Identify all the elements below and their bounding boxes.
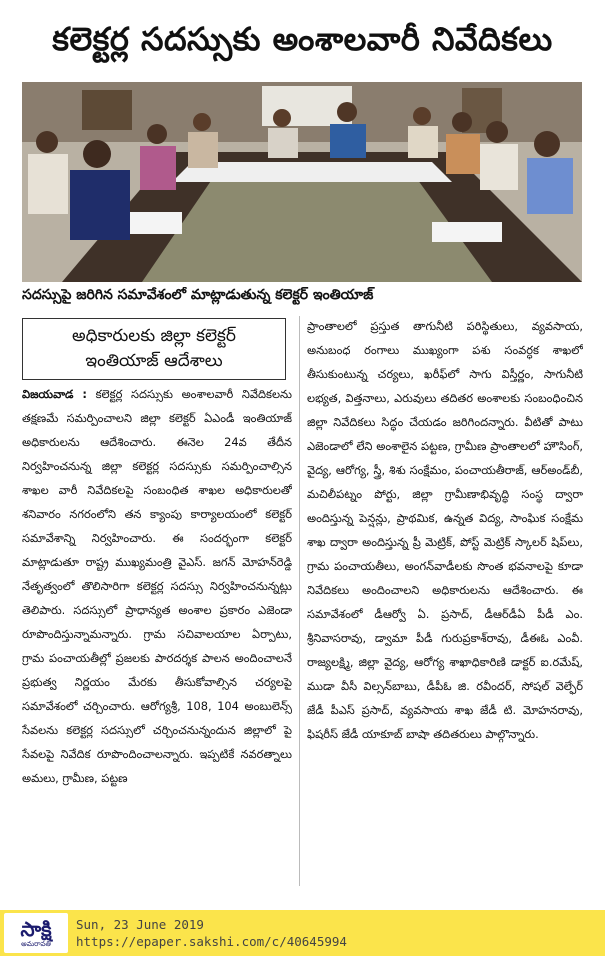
subheadline-box: [22, 318, 286, 380]
article-paragraph: [22, 382, 292, 790]
article-column-left: [22, 382, 292, 902]
logo-text: సాక్షి: [20, 916, 52, 941]
meeting-photo-illustration: [22, 82, 582, 282]
footer-bar: [0, 910, 605, 956]
article-column-right: [307, 314, 583, 902]
dateline: విజయవాడ :: [22, 387, 87, 401]
meeting-photo: [22, 82, 582, 282]
column-divider: [299, 316, 300, 886]
subheadline-line-1: అధికారులకు జిల్లా కలెక్టర్‌: [71, 326, 237, 346]
sakshi-logo[interactable]: [4, 913, 68, 953]
publish-date: Sun, 23 June 2019: [76, 917, 204, 932]
footer-info: [76, 916, 347, 950]
headline: కలెక్టర్ల సదస్సుకు అంశాలవారీ నివేదికలు: [52, 20, 553, 58]
epaper-url-link[interactable]: https://epaper.sakshi.com/c/40645994: [76, 934, 347, 949]
article-text-left: కలెక్టర్ల సదస్సుకు అంశాలవారీ నివేదికలను తక్షణమే సమర్పించాలని జిల్లా కలెక్టర్‌ ఏఎండీ ఇంతియాజ్‌ అధికారులను ఆదేశించారు. ఈనెల 24వ తేదీన నిర్వహించనున్న జిల్లా కలెక్టర్ల సదస్సుకు సమర్పించాల్సిన శాఖల వారీ నివేదికలపై సంబంధిత శాఖల అధికారులతో శనివారం నగరంలోని తన క్యాంపు కార్యాలయంలో కలెక్టర్‌ సమావేశాన్ని నిర్వహించారు. ఈ సందర్భంగా కలెక్టర్‌ మాట్లాడుతూ రాష్ట్ర ముఖ్యమంత్రి వైఎస్‌. జగన్‌ మోహన్‌రెడ్డి నేతృత్వంలో తొలిసారిగా కలెక్టర్ల సదస్సు నిర్వహించనున్నట్లు తెలిపారు. సదస్సులో ప్రాధాన్యత అంశాల ప్రకారం ఎజెండా రూపొందిస్తున్నామన్నారు. గ్రామ సచివాలయాల ఏర్పాటు, గ్రామ పంచాయతీల్లో ప్రజలకు పారదర్శక పాలన అందించాలనే ప్రభుత్వ నిర్ణయం మేరకు తీసుకోవాల్సిన చర్యలపై సమావేశంలో చర్చించారు. ఆరోగ్యశ్రీ, 108, 104 అంబులెన్స్‌ సేవలను కలెక్టర్ల సదస్సులో చర్చించనున్నందున జిల్లాలో పై సేవలపై నివేదిక రూపొందించాలన్నారు. ఇప్పటికే నవరత్నాలు అమలు, గ్రామీణ, పట్టణ: [22, 387, 292, 785]
article-text-right: ప్రాంతాలలో ప్రస్తుత తాగునీటి పరిస్థితులు, వ్యవసాయ, అనుబంధ రంగాలు ముఖ్యంగా పశు సంవర్ధక శాఖలో తీసుకుంటున్న చర్యలు, ఖరీఫ్‌లో సాగు విస్తీర్ణం, సాగునీటి లభ్యత, విత్తనాలు, ఎరువులు తదితర అంశాలకు సంబంధించిన జిల్లా నివేదికలు సిద్ధం చేయడం జరిగిందన్నారు. వీటితో పాటు ఎజెండాలో లేని అంశాలైన పట్టణ, గ్రామీణ ప్రాంతాలలో హౌసింగ్‌, వైద్య, ఆరోగ్య, స్త్రీ, శిశు సంక్షేమం, పంచాయతీరాజ్‌, ఆర్‌అండ్‌బీ, మచిలీపట్నం పోర్టు, జిల్లా గ్రామీణాభివృద్ధి సంస్థ ద్వారా అందిస్తున్న పెన్షన్లు, ప్రాథమిక, ఉన్నత విద్య, సాంఘిక సంక్షేమ శాఖ ద్వారా అందిస్తున్న ప్రీ మెట్రిక్‌, పోస్ట్‌ మెట్రిక్‌ స్కాలర్‌ షిప్‌లు, గ్రామ పంచాయతీలు, అంగన్‌వాడీలకు సొంత భవనాలపై కూడా నివేదికలు అందించాలని అధికారులను ఆదేశించారు. ఈ సమావేశంలో డీఆర్వో ఏ. ప్రసాద్‌, డీఆర్‌డీఏ పీడీ ఎం. శ్రీనివాసరావు, డ్వామా పీడీ గురుప్రకాశ్‌రావు, డీఈఓ ఎంవీ. రాజ్యలక్ష్మి, జిల్లా వైద్య, ఆరోగ్య శాఖాధికారిణి డాక్టర్‌ ఐ.రమేష్‌, ముడా వీసీ విల్సన్‌బాబు, డీపీఓ జి. రవీందర్‌, సోషల్‌ వెల్ఫేర్‌ జేడీ పీఎస్‌ ప్రసాద్‌, వ్యవసాయ శాఖ జేడీ టి. మోహనరావు, ఫిషరీస్‌ జేడీ యాకూబ్‌ బాషా తదితరులు పాల్గొన్నారు.: [307, 319, 583, 741]
logo-subtext: అమరావతి: [21, 939, 51, 948]
subheadline-line-2: ఇంతియాజ్‌ ఆదేశాలు: [85, 351, 223, 371]
photo-caption: సదస్సుపై జరిగిన సమావేశంలో మాట్లాడుతున్న కలెక్టర్‌ ఇంతియాజ్‌: [22, 287, 374, 303]
